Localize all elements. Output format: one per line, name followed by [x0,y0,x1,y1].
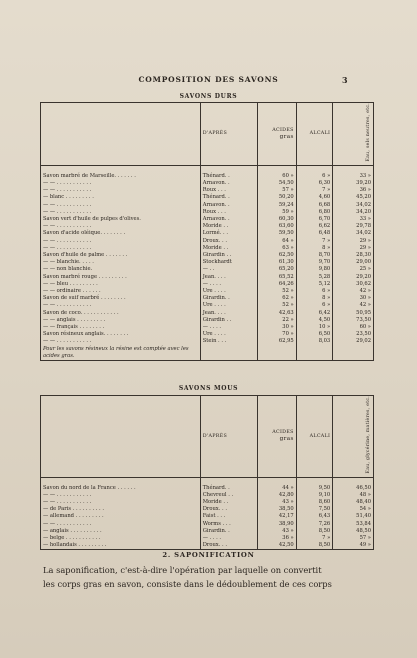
cell-eau: 29,20 [356,273,371,280]
cell-alcali: 6 » [296,302,333,309]
table-row [41,513,374,520]
cell-alcali: 5,28 [296,274,333,281]
cell-eau: 51,40 [356,513,371,520]
spacer-cell [41,477,201,485]
cell-acides-gras: 70 » [258,331,297,338]
header-acides-label: ACIDES [272,127,294,133]
cell-soap-name: — blanc . . . . . . . . . [41,194,201,201]
cell-acides-gras: 59 » [258,209,297,216]
saponification-title: 2. SAPONIFICATION [162,551,255,559]
cell-acides-gras: 57 » [258,187,297,194]
cell-soap-name: Savon de coco. . . . . . . . . . . . [41,310,201,317]
cell-author: Girardin . . [200,317,257,324]
cell-alcali: 7,26 [296,521,333,528]
cell-alcali: 6,43 [296,513,333,520]
header-eau-label: Eau, glycérine, matières, etc. [366,396,371,474]
cell-author: — . . . . [200,535,257,542]
cell-soap-name: Savon de suif marbré . . . . . . . . [41,295,201,302]
savons-durs-table [40,102,374,361]
header-alcali: ALCALI [296,396,333,478]
cell-acides-gras: 62,95 [258,338,297,345]
cell-acides-gras: 62 » [258,295,297,302]
cell-soap-name: — — anglais . . . . . . . . . [41,317,201,324]
header-acides-sub: gras [279,133,294,140]
spacer-cell [258,165,297,173]
cell-alcali: 8,50 [296,542,333,550]
cell-alcali: 6,42 [296,310,333,317]
cell-acides-gras: 38,90 [258,521,297,528]
page-title: COMPOSITION DES SAVONS [138,75,279,84]
cell-eau: 42 » [359,302,371,309]
cell-acides-gras: 44 » [258,485,297,492]
cell-eau: 28,30 [356,251,371,258]
cell-author: Moride . . [200,245,257,252]
table-row [41,295,374,302]
cell-alcali: 7 » [296,238,333,245]
cell-alcali: 6 » [296,173,333,180]
cell-alcali: 6 » [296,288,333,295]
cell-alcali: 4,60 [296,194,333,201]
table-row [41,266,374,273]
cell-acides-gras: 42,80 [258,492,297,499]
spacer-cell [41,165,201,173]
cell-soap-name: — — . . . . . . . . . . . [41,180,201,187]
cell-acides-gras: 59,24 [258,202,297,209]
cell-soap-name: — — . . . . . . . . . . . [41,245,201,252]
cell-eau: 30 » [359,295,371,302]
cell-alcali: 8,70 [296,252,333,259]
cell-author: Roux . . . [200,187,257,194]
spacer-cell [333,477,374,485]
cell-author: Ure . . . . [200,288,257,295]
cell-alcali: 7 » [296,535,333,542]
cell-eau: 48,40 [356,499,371,506]
paragraph-line: La saponification, c'est-à-dire l'opération par laquelle on convertit [43,565,322,575]
spacer-cell [296,165,333,173]
cell-eau: 50,95 [356,309,371,316]
cell-author: Droux. . . [200,506,257,513]
table-row [41,499,374,506]
cell-acides-gras: 61,30 [258,259,297,266]
page-number: 3 [342,75,348,85]
cell-eau: 39,20 [356,179,371,186]
cell-author: Arnavon. . [200,202,257,209]
cell-acides-gras: 36 » [258,535,297,542]
cell-eau: 29,02 [356,338,371,345]
cell-alcali: 6,70 [296,216,333,223]
cell-soap-name: — — . . . . . . . . . . . [41,492,201,499]
table-row [41,202,374,209]
cell-soap-name: — belge . . . . . . . . . . . [41,535,201,542]
cell-soap-name: Savon marbré de Marseille. . . . . . . [41,173,201,180]
table-note: Pour les savons résineux la résine est comptée avec les acides gras. [41,346,201,361]
table-row [41,331,374,338]
paragraph-line: les corps gras en savon, consiste dans le dédoublement de ces corps [43,579,332,589]
table-row [41,216,374,223]
cell-eau: 34,02 [356,201,371,208]
header-acides-sub: gras [279,436,294,443]
cell-alcali: 10 » [296,324,333,331]
cell-author: Girardin. . [200,528,257,535]
spacer-cell [200,477,257,485]
cell-acides-gras: 63,60 [258,223,297,230]
cell-eau: 30,62 [356,280,371,287]
cell-author: Thénard. . [200,173,257,180]
cell-acides-gras: 52 » [258,288,297,295]
cell-alcali: 6,68 [296,202,333,209]
cell-soap-name: — — . . . . . . . . . . . [41,209,201,216]
header-acides [258,396,297,478]
table-row [41,485,374,492]
cell-soap-name: — — . . . . . . . . . . . [41,238,201,245]
cell-alcali: 7,50 [296,506,333,513]
cell-eau: 46,50 [356,484,371,491]
header-blank [41,103,201,166]
cell-author: — . . [200,266,257,273]
cell-eau: 53,84 [356,520,371,527]
table-row [41,542,374,550]
table-row [41,506,374,513]
cell-soap-name: — anglais . . . . . . . . . . [41,528,201,535]
cell-soap-name: — — . . . . . . . . . . . [41,302,201,309]
table-row [41,238,374,245]
cell-eau: 34,20 [356,208,371,215]
cell-author: Arnavon. . [200,216,257,223]
cell-acides-gras: 64,26 [258,281,297,288]
table-row [41,194,374,201]
cell-alcali: 9,50 [296,485,333,492]
cell-author: Thénard. . [200,194,257,201]
cell-eau: 49 » [359,542,371,549]
table-row [41,252,374,259]
cell-soap-name: — — bleu . . . . . . . . . [41,281,201,288]
cell-soap-name: Savon d'acide oléique. . . . . . . . [41,230,201,237]
cell-author: Thénard. . [200,485,257,492]
table-row [41,317,374,324]
cell-author: Droux. . . [200,542,257,550]
table-row [41,338,374,345]
cell-author: — . . . . [200,281,257,288]
cell-alcali: 6,30 [296,180,333,187]
cell-author: Stein . . . [200,338,257,345]
cell-eau: 36 » [359,187,371,194]
cell-author: — . . . . [200,324,257,331]
cell-soap-name: — — . . . . . . . . . . . [41,187,201,194]
cell-eau: 23,50 [356,331,371,338]
cell-eau: 29 » [359,244,371,251]
cell-eau: 29,78 [356,223,371,230]
cell-eau: 57 » [359,535,371,542]
cell-soap-name: Savon d'huile de palme . . . . . . . [41,252,201,259]
header-dapres: D'APRÈS [200,396,257,478]
table-row [41,259,374,266]
cell-acides-gras: 42,63 [258,310,297,317]
cell-soap-name: — — . . . . . . . . . . . [41,499,201,506]
cell-acides-gras: 64 » [258,238,297,245]
table-row [41,230,374,237]
spacer-cell [296,477,333,485]
table-row [41,302,374,309]
cell-acides-gras: 50,20 [258,194,297,201]
table-row [41,535,374,542]
cell-author: Girardin. . [200,295,257,302]
cell-eau: 29 » [359,237,371,244]
cell-acides-gras: 22 » [258,317,297,324]
cell-eau: 42 » [359,287,371,294]
table-row [41,521,374,528]
cell-acides-gras: 63 » [258,245,297,252]
cell-soap-name: — — . . . . . . . . . . . [41,338,201,345]
cell-author: Jean. . . . [200,310,257,317]
cell-alcali: 8,60 [296,499,333,506]
savons-mous-rows [41,477,374,550]
section-title-savons-durs: SAVONS DURS [179,93,238,100]
cell-author: Worms . . . [200,521,257,528]
cell-soap-name: — — français . . . . . . . . [41,324,201,331]
cell-soap-name: — — . . . . . . . . . . . [41,223,201,230]
cell-eau: 33 » [359,215,371,222]
table-row [41,180,374,187]
cell-soap-name: — hollandais . . . . . . . . . [41,542,201,550]
cell-author: Jean. . . . [200,274,257,281]
cell-acides-gras: 43 » [258,528,297,535]
empty-cell [296,346,333,361]
running-header [0,75,417,89]
cell-author: Arnavon. . [200,180,257,187]
cell-soap-name: — — ordinaire . . . . . . [41,288,201,295]
empty-cell [333,346,374,361]
cell-eau: 34,02 [356,230,371,237]
header-blank [41,396,201,478]
cell-alcali: 8,03 [296,338,333,345]
cell-acides-gras: 52 » [258,302,297,309]
table-row [41,245,374,252]
cell-eau: 29,00 [356,259,371,266]
cell-soap-name: Savon résineux anglais. . . . . . . . [41,331,201,338]
cell-alcali: 9,70 [296,259,333,266]
cell-author: Stockhardt [200,259,257,266]
cell-eau: 54 » [359,506,371,513]
cell-author: Droux. . . [200,238,257,245]
cell-alcali: 5,12 [296,281,333,288]
cell-author: Ure . . . . [200,302,257,309]
cell-acides-gras: 65,20 [258,266,297,273]
cell-author: Moride . . [200,223,257,230]
table-row [41,492,374,499]
cell-alcali: 7 » [296,187,333,194]
cell-soap-name: Savon vert d'huile de pulpes d'olives. [41,216,201,223]
savons-mous-table [40,395,374,550]
cell-author: Faist . . . [200,513,257,520]
cell-author: Roux . . . [200,209,257,216]
cell-acides-gras: 60,30 [258,216,297,223]
header-eau [333,396,374,478]
table-row [41,528,374,535]
cell-author: Chevreul . . [200,492,257,499]
cell-acides-gras: 42,50 [258,542,297,550]
cell-soap-name: — — . . . . . . . . . . . [41,202,201,209]
table-row [41,173,374,180]
cell-eau: 25 » [359,266,371,273]
empty-cell [200,346,257,361]
cell-acides-gras: 43 » [258,499,297,506]
header-eau-label: Eau, sels neutres, etc. [366,103,371,162]
cell-eau: 33 » [359,172,371,179]
header-dapres: D'APRÈS [200,103,257,166]
cell-eau: 48,50 [356,527,371,534]
cell-acides-gras: 62,50 [258,252,297,259]
table-row [41,209,374,216]
cell-soap-name: Savon du nord de la France . . . . . . [41,485,201,492]
cell-soap-name: — de Paris . . . . . . . . . . [41,506,201,513]
cell-acides-gras: 54,50 [258,180,297,187]
savons-durs-rows [41,165,374,360]
cell-author: Lormé. . . [200,230,257,237]
saponification-paragraph [43,563,373,591]
cell-eau: 45,20 [356,194,371,201]
cell-soap-name: — allemand . . . . . . . . . [41,513,201,520]
cell-acides-gras: 38,50 [258,506,297,513]
cell-soap-name: — — . . . . . . . . . . . [41,521,201,528]
cell-author: Moride . . [200,499,257,506]
section-title-savons-mous: SAVONS MOUS [178,385,239,392]
cell-alcali: 8,50 [296,528,333,535]
cell-alcali: 6,62 [296,223,333,230]
cell-soap-name: — — non blanchie. [41,266,201,273]
cell-acides-gras: 59,50 [258,230,297,237]
cell-alcali: 6,80 [296,209,333,216]
table-row [41,281,374,288]
cell-alcali: 6,48 [296,230,333,237]
cell-eau: 48 » [359,491,371,498]
header-alcali: ALCALI [296,103,333,166]
cell-soap-name: Savon marbré rouge . . . . . . . . . [41,274,201,281]
table-row [41,310,374,317]
cell-eau: 60 » [359,323,371,330]
cell-acides-gras: 65,52 [258,274,297,281]
cell-alcali: 9,10 [296,492,333,499]
note-row [41,346,374,361]
cell-alcali: 8 » [296,295,333,302]
cell-author: Ure . . . . [200,331,257,338]
spacer-row [41,477,374,485]
header-acides-label: ACIDES [272,430,294,436]
header-eau [333,103,374,166]
cell-alcali: 4,50 [296,317,333,324]
cell-alcali: 8 » [296,245,333,252]
spacer-row [41,165,374,173]
cell-acides-gras: 42,17 [258,513,297,520]
spacer-cell [258,477,297,485]
cell-alcali: 6,50 [296,331,333,338]
cell-alcali: 9,80 [296,266,333,273]
cell-author: Girardin . . [200,252,257,259]
cell-eau: 73,50 [356,316,371,323]
header-acides [258,103,297,166]
spacer-cell [333,165,374,173]
spacer-cell [200,165,257,173]
cell-acides-gras: 60 » [258,173,297,180]
empty-cell [258,346,297,361]
table-row [41,274,374,281]
cell-acides-gras: 30 » [258,324,297,331]
cell-soap-name: — — blanchie. . . . . [41,259,201,266]
